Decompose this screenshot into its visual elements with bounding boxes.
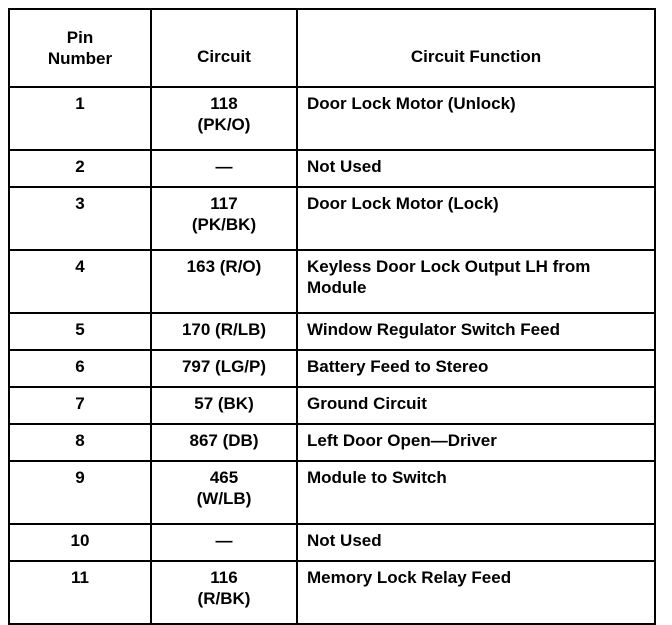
pin-number-cell: 8 xyxy=(9,424,151,461)
pin-number-cell: 4 xyxy=(9,250,151,313)
header-pin-line2: Number xyxy=(47,49,113,68)
circuit-cell xyxy=(151,87,297,150)
circuit-number: 797 (LG/P) xyxy=(181,357,267,376)
circuit-function-cell: Memory Lock Relay Feed xyxy=(297,561,655,624)
table-row xyxy=(9,524,655,561)
table-row xyxy=(9,250,655,313)
pin-number-cell: 1 xyxy=(9,87,151,150)
circuit-cell xyxy=(151,150,297,187)
circuit-cell xyxy=(151,187,297,250)
pin-number-cell: 3 xyxy=(9,187,151,250)
circuit-function-cell: Module to Switch xyxy=(297,461,655,524)
pin-number-cell: 10 xyxy=(9,524,151,561)
circuit-color-code: (W/LB) xyxy=(196,489,252,508)
table-row xyxy=(9,387,655,424)
table-row xyxy=(9,87,655,150)
circuit-cell xyxy=(151,424,297,461)
header-pin-number xyxy=(9,9,151,87)
pin-number-cell: 6 xyxy=(9,350,151,387)
circuit-number: 465 xyxy=(209,468,239,487)
circuit-number: 163 (R/O) xyxy=(186,257,262,276)
table-row xyxy=(9,187,655,250)
circuit-function-cell: Keyless Door Lock Output LH from Module xyxy=(297,250,655,313)
circuit-function-cell: Window Regulator Switch Feed xyxy=(297,313,655,350)
circuit-color-code: (PK/O) xyxy=(197,115,251,134)
header-circuit-function: Circuit Function xyxy=(297,9,655,87)
circuit-number: 57 (BK) xyxy=(194,394,254,413)
circuit-cell xyxy=(151,250,297,313)
circuit-cell xyxy=(151,524,297,561)
table-row xyxy=(9,350,655,387)
circuit-color-code: (PK/BK) xyxy=(191,215,257,234)
circuit-number: 118 xyxy=(210,94,238,113)
circuit-cell xyxy=(151,350,297,387)
table-row xyxy=(9,313,655,350)
circuit-function-cell: Door Lock Motor (Unlock) xyxy=(297,87,655,150)
circuit-number: 117 xyxy=(210,194,238,213)
table-row xyxy=(9,424,655,461)
pin-number-cell: 2 xyxy=(9,150,151,187)
circuit-function-cell: Not Used xyxy=(297,524,655,561)
circuit-cell xyxy=(151,387,297,424)
pin-number-cell: 5 xyxy=(9,313,151,350)
table-row xyxy=(9,561,655,624)
pin-number-cell: 11 xyxy=(9,561,151,624)
circuit-number: 116 xyxy=(210,568,238,587)
table-row xyxy=(9,150,655,187)
circuit-function-cell: Battery Feed to Stereo xyxy=(297,350,655,387)
circuit-number: — xyxy=(215,531,233,550)
header-pin-line1: Pin xyxy=(66,28,94,47)
circuit-function-cell: Door Lock Motor (Lock) xyxy=(297,187,655,250)
circuit-function-cell: Not Used xyxy=(297,150,655,187)
circuit-number: 867 (DB) xyxy=(189,431,259,450)
pin-number-cell: 9 xyxy=(9,461,151,524)
circuit-function-cell: Ground Circuit xyxy=(297,387,655,424)
circuit-color-code: (R/BK) xyxy=(197,589,251,608)
circuit-cell xyxy=(151,561,297,624)
pin-function-table xyxy=(8,8,656,625)
circuit-cell xyxy=(151,461,297,524)
table-row xyxy=(9,461,655,524)
circuit-function-cell: Left Door Open—Driver xyxy=(297,424,655,461)
circuit-number: 170 (R/LB) xyxy=(181,320,267,339)
header-circuit: Circuit xyxy=(151,9,297,87)
circuit-number: — xyxy=(215,157,233,176)
pin-number-cell: 7 xyxy=(9,387,151,424)
header-row xyxy=(9,9,655,87)
circuit-cell xyxy=(151,313,297,350)
